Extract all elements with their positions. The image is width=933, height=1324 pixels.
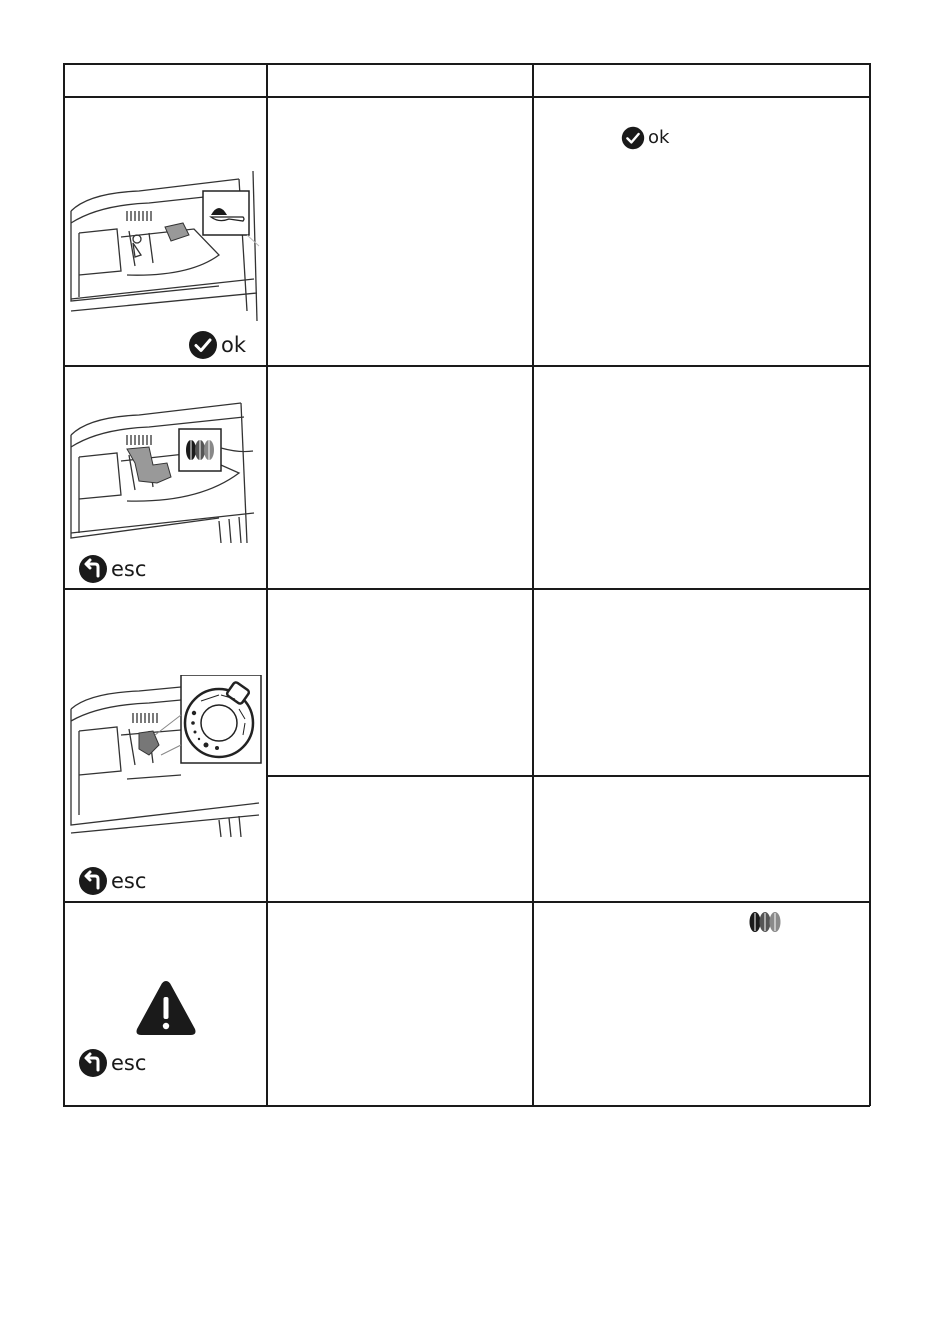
- header-cell-2: [267, 63, 532, 96]
- table-border-bottom: [63, 1105, 870, 1107]
- ok-button-label: ok: [221, 332, 247, 357]
- illustration-grinder-beans: [69, 393, 261, 548]
- esc-button[interactable]: [78, 1048, 146, 1078]
- header-row-divider: [63, 96, 870, 98]
- back-arrow-icon: [78, 554, 108, 584]
- illustration-grinder-spoon: [69, 171, 261, 321]
- column-divider-1: [266, 63, 268, 1106]
- row-divider-2: [63, 588, 870, 590]
- column-divider-2: [532, 63, 534, 1106]
- esc-button-label: esc: [111, 868, 147, 893]
- esc-button-label: esc: [111, 1050, 147, 1075]
- esc-button-label: esc: [111, 556, 147, 581]
- check-circle-icon: [188, 330, 218, 360]
- back-arrow-icon: [78, 1048, 108, 1078]
- check-circle-icon: [621, 126, 645, 150]
- table-border-left: [63, 63, 65, 1106]
- instruction-table: [63, 63, 870, 1106]
- esc-button[interactable]: [78, 554, 146, 584]
- back-arrow-icon: [78, 866, 108, 896]
- row-divider-1: [63, 365, 870, 367]
- warning-triangle-icon: [134, 977, 198, 1039]
- inline-ok-label: ok: [648, 127, 670, 148]
- header-cell-1: [63, 63, 266, 96]
- row-divider-3-sub: [267, 775, 870, 777]
- illustration-grinder-dial: [69, 675, 263, 840]
- table-border-right: [869, 63, 871, 1106]
- row-divider-3: [63, 901, 870, 903]
- coffee-beans-icon: [748, 911, 782, 933]
- header-cell-3: [533, 63, 869, 96]
- esc-button[interactable]: [78, 866, 146, 896]
- ok-button[interactable]: [188, 330, 246, 360]
- inline-ok-symbol: [621, 126, 669, 150]
